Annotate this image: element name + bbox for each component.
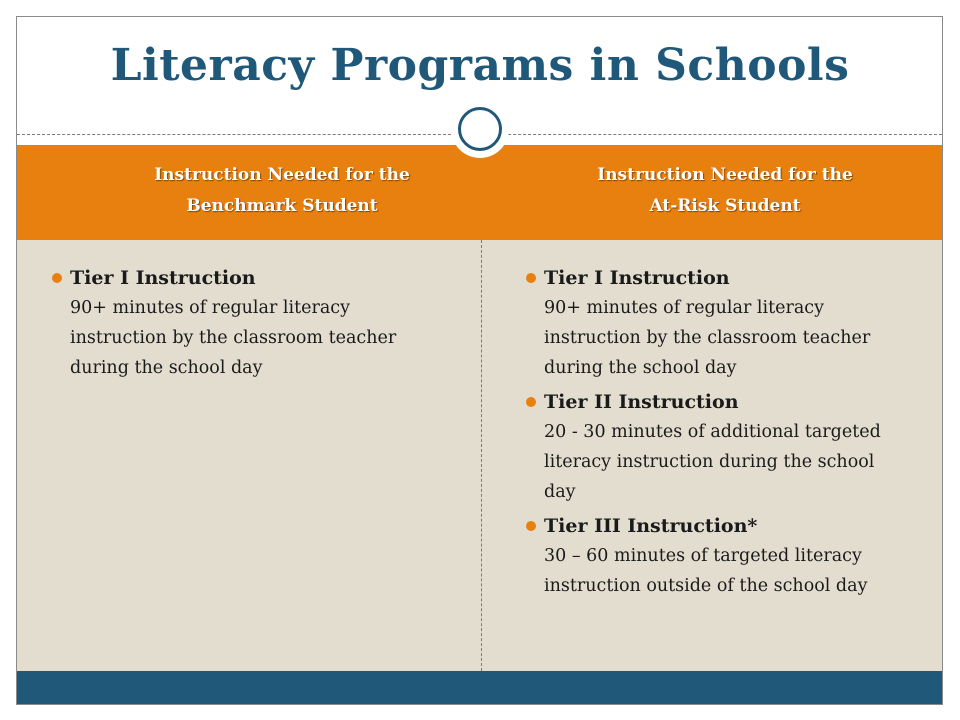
item-heading-row bbox=[526, 263, 906, 293]
column-header-line2: At-Risk Student bbox=[649, 196, 801, 216]
column-header-benchmark bbox=[72, 160, 492, 222]
item-description: 30 – 60 minutes of targeted literacy instruction outside of the school day bbox=[544, 546, 868, 596]
column-divider bbox=[481, 240, 482, 671]
item-heading: Tier II Instruction bbox=[544, 391, 739, 413]
footer-band bbox=[17, 671, 942, 704]
ring-icon bbox=[458, 107, 502, 151]
bullet-icon bbox=[526, 521, 536, 531]
circle-ornament-icon bbox=[451, 100, 509, 158]
bullet-icon bbox=[52, 273, 62, 283]
column-header-line2: Benchmark Student bbox=[186, 196, 378, 216]
item-heading: Tier III Instruction* bbox=[544, 515, 758, 537]
item-heading-row bbox=[526, 511, 906, 541]
item-heading: Tier I Instruction bbox=[70, 267, 256, 289]
bullet-icon bbox=[526, 397, 536, 407]
item-description: 90+ minutes of regular literacy instruction by the classroom teacher during the school day bbox=[70, 298, 397, 378]
column-header-line1: Instruction Needed for the bbox=[154, 165, 410, 185]
list-item bbox=[526, 511, 906, 601]
item-heading-row bbox=[526, 387, 906, 417]
slide-title: Literacy Programs in Schools bbox=[110, 40, 850, 91]
at-risk-column bbox=[526, 263, 906, 605]
list-item bbox=[526, 263, 906, 383]
item-description: 20 - 30 minutes of additional targeted literacy instruction during the school day bbox=[544, 422, 881, 502]
item-heading-row bbox=[52, 263, 432, 293]
benchmark-column bbox=[52, 263, 432, 387]
column-header-line1: Instruction Needed for the bbox=[597, 165, 853, 185]
item-description: 90+ minutes of regular literacy instruction by the classroom teacher during the school day bbox=[544, 298, 871, 378]
item-heading: Tier I Instruction bbox=[544, 267, 730, 289]
bullet-icon bbox=[526, 273, 536, 283]
list-item bbox=[52, 263, 432, 383]
column-header-at-risk bbox=[515, 160, 935, 222]
list-item bbox=[526, 387, 906, 507]
